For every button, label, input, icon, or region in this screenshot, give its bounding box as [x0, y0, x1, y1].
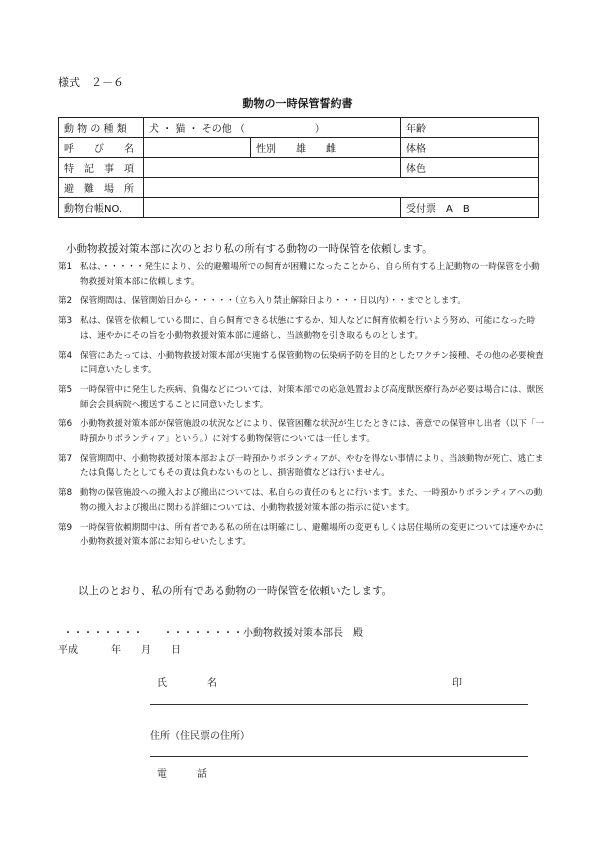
phone-label: 電 話 — [157, 769, 207, 780]
clause-item — [58, 417, 548, 446]
clause-text: 私は、保管を依頼している間に、自ら飼育できる状態にするか、知人などに飼育依頼を行いよう努め、可能になった時は、速やかにその旨を小動物救援対策本部に連絡し、当該動物を引き取るものとします。 — [80, 316, 536, 341]
clause-number: 第2 — [58, 296, 73, 307]
shelter-value[interactable] — [144, 178, 539, 198]
clause-item — [58, 314, 548, 343]
clause-item — [58, 349, 548, 378]
clause-number: 第5 — [58, 384, 73, 395]
clause-text: 保管期間は、保管開始日から・・・・・（立ち入り禁止解除日より・・・日以内）・・までとします。 — [80, 296, 467, 307]
clause-text: 一時保管依頼期間中は、所有者である私の所在は明確にし、避難場所の変更もしくは居住場所の変更については速やかに小動物救援対策本部にお知らせいたします。 — [80, 522, 544, 548]
clause-text: 保管にあたっては、小動物救援対策本部が実施する保管動物の伝染病予防を目的としたワクチン接種、その他の必要検査に同意いたします。 — [80, 350, 544, 376]
clause-text: 動物の保管施設への搬入および搬出については、私自らの責任のもとに行います。また、一時預かりボランティアへの動物の搬入および搬出に関わる詳細については、小動物救援対策本部の指示に従います。 — [80, 488, 543, 513]
clause-list — [58, 260, 548, 555]
physique-label[interactable]: 体格 — [401, 138, 539, 158]
date-month[interactable]: 月 — [141, 645, 151, 656]
clause-number: 第9 — [58, 522, 73, 533]
clause-number: 第3 — [58, 316, 73, 327]
clause-item — [58, 521, 548, 550]
closing-text: 以上のとおり、私の所有である動物の一時保管を依頼いたします。 — [78, 585, 393, 597]
date-era: 平成 — [58, 645, 78, 656]
clause-text: 小動物救援対策本部が保管施設の状況などにより、保管困難な状況が生じたときには、善意での保管申し出者（以下「一時預かりボランティア」という。）に対する動物保管については一任します。 — [80, 419, 545, 445]
name-label: 呼 び 名 — [59, 138, 144, 158]
form-id: 様式 ２－６ — [58, 76, 124, 89]
clause-item — [58, 383, 548, 412]
clause-number: 第1 — [58, 262, 73, 272]
sex-label[interactable]: 性別 雄 雌 — [251, 138, 401, 158]
table-row — [59, 138, 539, 158]
age-label[interactable]: 年齢 — [401, 118, 539, 138]
clause-number: 第7 — [58, 453, 73, 464]
address-underline[interactable] — [150, 756, 528, 757]
clause-item — [58, 260, 548, 289]
ledger-label: 動物台帳NO. — [59, 198, 144, 218]
clause-item — [58, 294, 548, 309]
clause-number: 第8 — [58, 488, 73, 499]
clause-text: 保管期間中、小動物救援対策本部および一時預かりボランティアが、やむを得ない事情により、当該動物が死亡、逃亡または負傷したとしてもその責は負わないものとし、損害賠償などは行いません。 — [80, 453, 544, 479]
date-line — [58, 641, 181, 656]
shelter-label: 避 難 場 所 — [59, 178, 144, 198]
notes-label: 特 記 事 項 — [59, 158, 144, 178]
address-label: 住所（住民票の住所） — [150, 731, 250, 742]
species-value[interactable]: 犬 ・ 猫 ・ その他 （ ） — [144, 118, 401, 138]
animal-info-table — [58, 117, 539, 218]
seal-label: 印 — [452, 678, 462, 689]
addressee-line: ・・・・・・・・ ・・・・・・・・小動物救援対策本部長 殿 — [63, 628, 363, 639]
table-row — [59, 118, 539, 138]
clause-text: 一時保管中に発生した疾病、負傷などについては、対策本部での応急処置および高度獣医療行為が必要は場合には、獣医師会会員病院へ搬送することに同意いたします。 — [80, 384, 544, 410]
signature-name-label: 氏 名 — [157, 678, 217, 689]
date-day[interactable]: 日 — [171, 645, 181, 656]
receipt-label[interactable]: 受付票 A B — [401, 198, 539, 218]
intro-text: 小動物救援対策本部に次のとおり私の所有する動物の一時保管を依頼します。 — [66, 243, 433, 255]
clause-text: 私は、・・・・・発生により、公的避難場所での飼育が困難になったことから、自ら所有する上記動物の一時保管を小動物救援対策本部に依頼します。 — [80, 262, 540, 287]
document-title: 動物の一時保管誓約書 — [242, 97, 353, 110]
name-underline[interactable] — [150, 704, 528, 705]
clause-number: 第6 — [58, 419, 73, 430]
clause-number: 第4 — [58, 350, 73, 361]
table-row — [59, 198, 539, 218]
table-row — [59, 158, 539, 178]
name-value[interactable] — [144, 138, 251, 158]
ledger-value[interactable] — [144, 198, 401, 218]
clause-item — [58, 486, 548, 515]
notes-value[interactable] — [144, 158, 401, 178]
date-year[interactable]: 年 — [111, 645, 121, 656]
clause-item — [58, 452, 548, 481]
table-row — [59, 178, 539, 198]
species-label: 動 物 の 種 類 — [59, 118, 144, 138]
color-label[interactable]: 体色 — [401, 158, 539, 178]
